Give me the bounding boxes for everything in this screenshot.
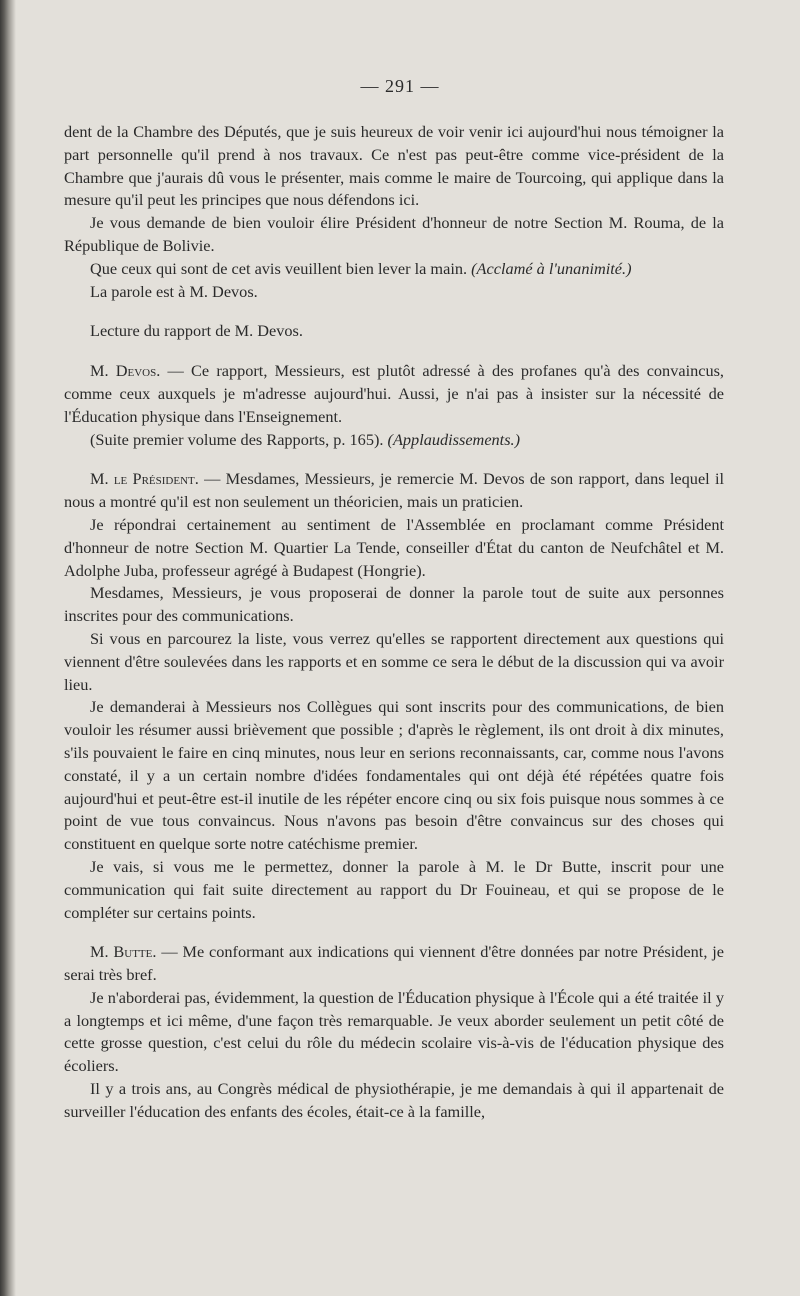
paragraph-text: Je demanderai à Messieurs nos Collègues qui sont inscrits pour des communications, de bien vouloir les résumer aussi brièvement que possible ; d'après le règlement, ils ont droit à dix minutes, s'ils pouvaient le faire en cinq minutes, nous leur en serions reconnaissants, car, comme nous l'avons constaté, il y a un certain nombre d'idées fondamentales qui ont déjà été répétées quatre fois aujourd'hui et peut-être est-il inutile de les répéter encore cinq ou six fois puisque nous sommes à ce point de vue tous convaincus. Nous n'avons pas besoin d'être convaincus sur des choses qui constituent en quelque sorte notre catéchisme premier. <box>64 697 724 854</box>
paragraph <box>64 987 724 1078</box>
paragraph-text: Lecture du rapport de M. Devos. <box>90 321 303 341</box>
speaker-paragraph <box>64 468 724 514</box>
paragraph-text: dent de la Chambre des Députés, que je suis heureux de voir venir ici aujourd'hui nous témoigner la part personnelle qu'il prend à nos travaux. Ce n'est pas peut-être comme vice-président de la Chambre que j'aurais dû vous le présenter, mais comme le maire de Tourcoing, qui applique dans la mesure qu'il peut les principes que nous défendons ici. <box>64 122 724 210</box>
paragraph <box>64 320 724 343</box>
paragraph-text: Je vais, si vous me le permettez, donner la parole à M. le Dr Butte, inscrit pour une communication qui fait suite directement au rapport du Dr Fouineau, et qui se propose de le compléter sur certains points. <box>64 856 724 922</box>
paragraph <box>64 514 724 582</box>
paragraph <box>64 258 724 281</box>
speaker-name: M. Butte. <box>90 942 157 962</box>
paragraph-text: — Ce rapport, Messieurs, est plutôt adressé à des profanes qu'à des convaincus, comme ceux auxquels je m'adresse aujourd'hui. Aussi, je n'ai pas à insister sur la nécessité de l'Éducation physique dans l'Enseignement. <box>64 361 725 426</box>
stage-direction: (Acclamé à l'unanimité.) <box>471 258 632 278</box>
paragraph-text: — Me conformant aux indications qui viennent d'être données par notre Président, je serai très bref. <box>64 942 724 985</box>
paragraph <box>64 429 724 452</box>
stage-direction: (Applaudissements.) <box>387 429 521 449</box>
paragraph <box>64 628 724 696</box>
paragraph <box>64 1078 724 1124</box>
paragraph <box>64 212 724 258</box>
paragraph <box>64 696 724 856</box>
page-number: — 291 — <box>360 76 440 96</box>
paragraph <box>64 281 724 304</box>
paragraph-text: Je vous demande de bien vouloir élire Président d'honneur de notre Section M. Rouma, de la République de Bolivie. <box>64 213 724 255</box>
page-binding-edge <box>0 0 16 1296</box>
paragraph <box>64 856 724 924</box>
paragraph-text: Mesdames, Messieurs, je vous proposerai de donner la parole tout de suite aux personnes inscrites pour des communications. <box>64 583 724 626</box>
paragraph-text: — Mesdames, Messieurs, je remercie M. Devos de son rapport, dans lequel il nous a montré qu'il est non seulement un théoricien, mais un praticien. <box>64 469 725 512</box>
paragraph <box>64 121 724 212</box>
paragraph-text: Je n'aborderai pas, évidemment, la question de l'Éducation physique à l'École qui a été traitée il y a longtemps et ici même, d'une façon très remarquable. Je veux aborder seulement un petit côté de cette grosse question, c'est celui du rôle du médecin scolaire vis-à-vis de l'éducation physique des écoliers. <box>64 987 724 1076</box>
paragraph-text: Je répondrai certainement au sentiment de l'Assemblée en proclamant comme Président d'honneur de notre Section M. Quartier La Tende, conseiller d'État du canton de Neufchâtel et M. Adolphe Juba, professeur agrégé à Budapest (Hongrie). <box>64 514 724 580</box>
paragraph-text: Que ceux qui sont de cet avis veuillent bien lever la main. <box>90 258 468 278</box>
speaker-name: M. Devos. <box>90 361 161 381</box>
speaker-paragraph <box>64 941 724 987</box>
body-text <box>64 121 724 1124</box>
paragraph-text: Si vous en parcourez la liste, vous verrez qu'elles se rapportent directement aux questions qui viennent d'être soulevées dans les rapports et en somme ce sera le début de la discussion qui va avoir lieu. <box>64 628 724 694</box>
speaker-name: M. le Président. <box>90 469 199 489</box>
speaker-paragraph <box>64 360 724 428</box>
paragraph-text: La parole est à M. Devos. <box>90 281 258 301</box>
paragraph-text: Il y a trois ans, au Congrès médical de physiothérapie, je me demandais à qui il appartenait de surveiller l'éducation des enfants des écoles, était-ce à la famille, <box>64 1079 724 1121</box>
paragraph-text: (Suite premier volume des Rapports, p. 165). <box>90 429 384 449</box>
paragraph <box>64 582 724 628</box>
